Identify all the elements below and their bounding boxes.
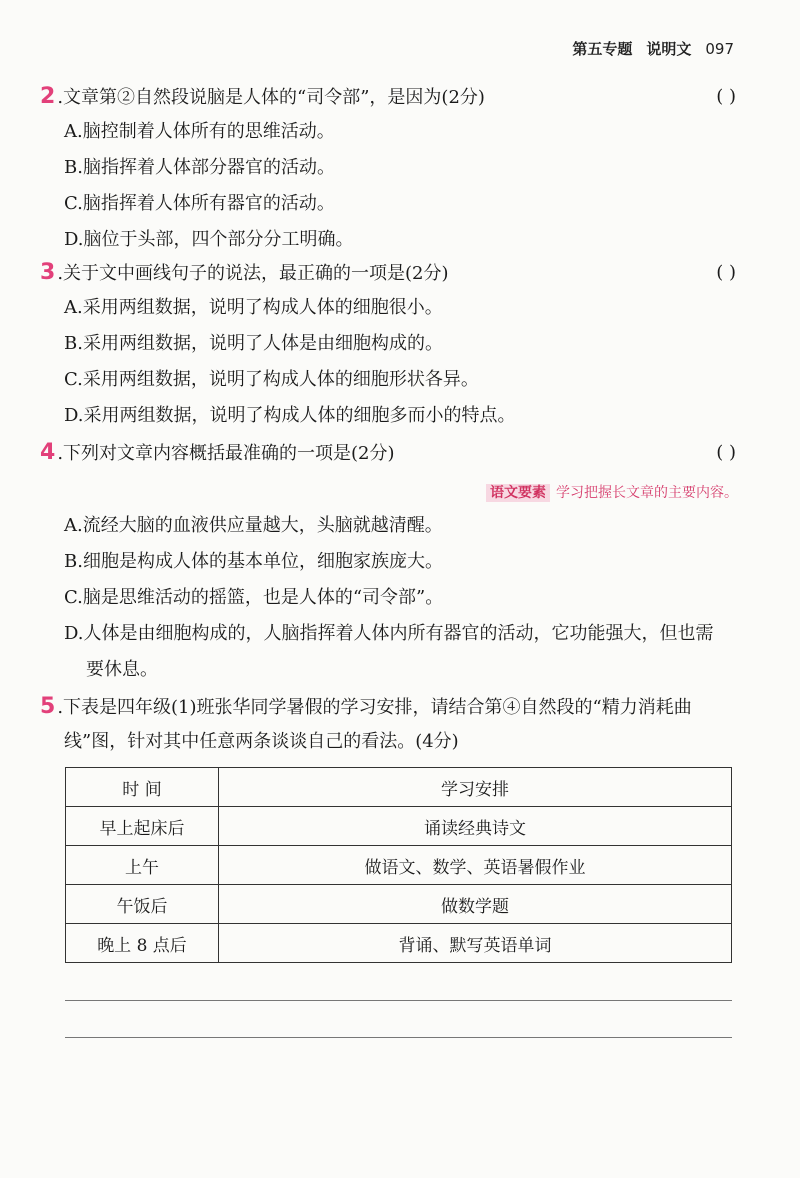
option-c[interactable]: C.采用两组数据，说明了构成人体的细胞形状各异。 [64, 369, 479, 390]
option-b[interactable]: B.细胞是构成人体的基本单位，细胞家族庞大。 [64, 551, 443, 572]
question-4 [40, 436, 740, 470]
cell-plan: 背诵、默写英语单词 [219, 924, 732, 963]
table-row [66, 885, 732, 924]
table-row [66, 924, 732, 963]
question-number: 3 [40, 260, 56, 285]
table-row [66, 846, 732, 885]
option-c[interactable]: C.脑是思维活动的摇篮，也是人体的“司令部”。 [64, 587, 444, 608]
stem-text: .文章第②自然段说脑是人体的“司令部”，是因为(2分) [57, 87, 485, 108]
stem-continuation: 线”图，针对其中任意两条谈谈自己的看法。(4分) [64, 731, 459, 752]
header-plan: 学习安排 [219, 768, 732, 807]
cell-time: 午饭后 [66, 885, 219, 924]
section-title: 第五专题 [572, 40, 633, 58]
tip-tag: 语文要素 [486, 484, 550, 502]
genre-title: 说明文 [646, 40, 692, 58]
cell-time: 上午 [66, 846, 219, 885]
cell-plan: 诵读经典诗文 [219, 807, 732, 846]
cell-time: 早上起床后 [66, 807, 219, 846]
answer-parenthesis[interactable]: ( ) [716, 442, 736, 463]
option-a[interactable]: A.采用两组数据，说明了构成人体的细胞很小。 [64, 297, 443, 318]
option-d[interactable]: D.采用两组数据，说明了构成人体的细胞多而小的特点。 [64, 405, 516, 426]
cell-plan: 做语文、数学、英语暑假作业 [219, 846, 732, 885]
page-number: 097 [705, 39, 734, 58]
answer-parenthesis[interactable]: ( ) [716, 262, 736, 283]
answer-line-1[interactable] [65, 1000, 732, 1001]
question-stem [40, 690, 740, 724]
cell-time: 晚上 8 点后 [66, 924, 219, 963]
stem-text: .下表是四年级(1)班张华同学暑假的学习安排，请结合第④自然段的“精力消耗曲 [57, 697, 692, 718]
option-b[interactable]: B.采用两组数据，说明了人体是由细胞构成的。 [64, 333, 443, 354]
question-3 [40, 256, 740, 434]
question-number: 4 [40, 440, 56, 465]
question-stem [40, 256, 740, 290]
option-c[interactable]: C.脑指挥着人体所有器官的活动。 [64, 193, 335, 214]
option-d-continuation: 要休息。 [86, 659, 158, 680]
option-b[interactable]: B.脑指挥着人体部分器官的活动。 [64, 157, 335, 178]
stem-text: .关于文中画线句子的说法，最正确的一项是(2分) [57, 263, 449, 284]
table-row [66, 807, 732, 846]
option-a[interactable]: A.脑控制着人体所有的思维活动。 [64, 121, 335, 142]
question-stem [40, 80, 740, 114]
option-a[interactable]: A.流经大脑的血液供应量越大，头脑就越清醒。 [64, 515, 443, 536]
learning-element-tip [486, 482, 738, 502]
answer-parenthesis[interactable]: ( ) [716, 86, 736, 107]
question-number: 5 [40, 694, 56, 719]
question-stem [40, 436, 740, 470]
answer-line-2[interactable] [65, 1037, 732, 1038]
table-header-row [66, 768, 732, 807]
question-2 [40, 80, 740, 258]
tip-text: 学习把握长文章的主要内容。 [556, 485, 738, 501]
header-time: 时 间 [66, 768, 219, 807]
cell-plan: 做数学题 [219, 885, 732, 924]
question-4-options [40, 508, 740, 688]
question-5 [40, 690, 740, 760]
question-number: 2 [40, 84, 56, 109]
stem-text: .下列对文章内容概括最准确的一项是(2分) [57, 443, 395, 464]
option-d[interactable] [40, 616, 740, 652]
option-d-line1: D.人体是由细胞构成的，人脑指挥着人体内所有器官的活动，它功能强大，但也需 [64, 623, 714, 644]
study-plan-table [65, 767, 732, 963]
option-d[interactable]: D.脑位于头部，四个部分分工明确。 [64, 229, 354, 250]
page-header [572, 38, 734, 59]
